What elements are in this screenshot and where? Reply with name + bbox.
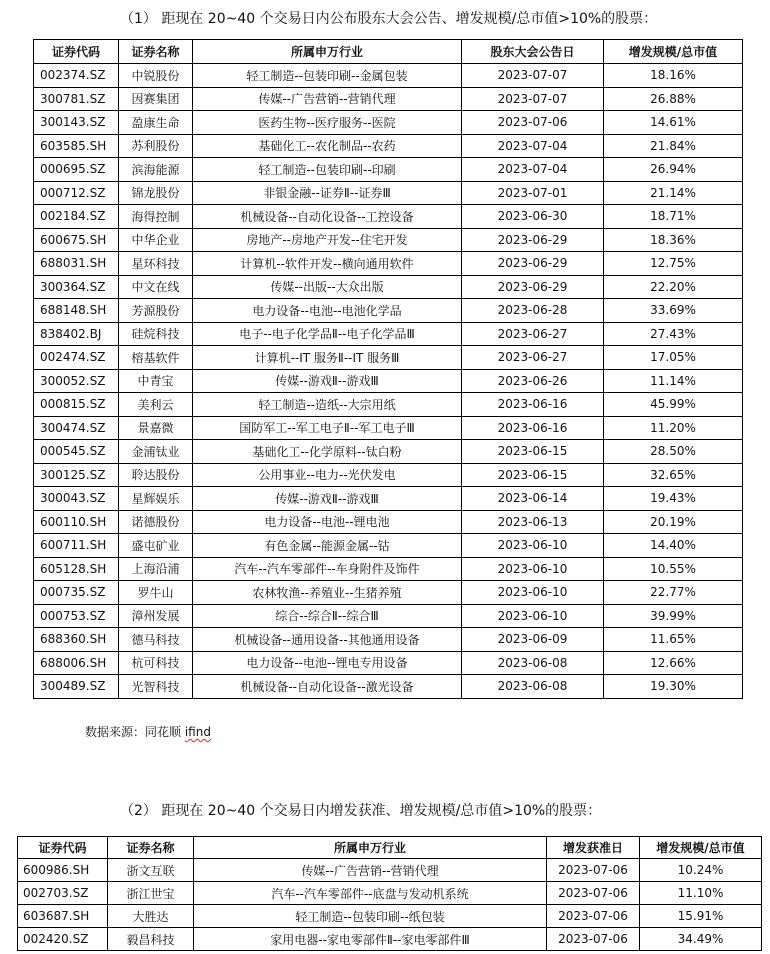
cell-industry: 有色金属--能源金属--钴 <box>193 534 462 558</box>
table-row <box>34 346 743 370</box>
source-label: 数据来源： <box>85 725 146 739</box>
cell-industry: 机械设备--通用设备--其他通用设备 <box>193 628 462 652</box>
cell-ratio: 18.36% <box>604 228 743 252</box>
table-header-row <box>34 40 743 64</box>
cell-code: 300043.SZ <box>34 487 119 511</box>
cell-industry: 医药生物--医疗服务--医院 <box>193 111 462 135</box>
cell-industry: 传媒--广告营销--营销代理 <box>194 859 547 882</box>
cell-name: 中青宝 <box>119 369 193 393</box>
cell-ratio: 26.94% <box>604 158 743 182</box>
table-row <box>18 905 762 928</box>
cell-code: 603585.SH <box>34 134 119 158</box>
cell-code: 688360.SH <box>34 628 119 652</box>
table-row <box>34 299 743 323</box>
source-product: ifind <box>184 725 211 739</box>
cell-name: 浙文互联 <box>108 859 194 882</box>
table-row <box>34 557 743 581</box>
cell-industry: 房地产--房地产开发--住宅开发 <box>193 228 462 252</box>
cell-industry: 计算机--IT 服务Ⅱ--IT 服务Ⅲ <box>193 346 462 370</box>
cell-industry: 传媒--游戏Ⅱ--游戏Ⅲ <box>193 487 462 511</box>
cell-date: 2023-07-06 <box>547 928 640 951</box>
cell-date: 2023-06-10 <box>462 534 604 558</box>
cell-name: 芳源股份 <box>119 299 193 323</box>
cell-date: 2023-06-15 <box>462 463 604 487</box>
cell-code: 300489.SZ <box>34 675 119 699</box>
cell-industry: 轻工制造--包装印刷--纸包装 <box>194 905 547 928</box>
cell-date: 2023-06-16 <box>462 393 604 417</box>
cell-name: 上海沿浦 <box>119 557 193 581</box>
approval-table-body <box>18 859 762 951</box>
cell-industry: 电子--电子化学品Ⅱ--电子化学品Ⅲ <box>193 322 462 346</box>
cell-date: 2023-07-01 <box>462 181 604 205</box>
cell-name: 星辉娱乐 <box>119 487 193 511</box>
cell-industry: 计算机--软件开发--横向通用软件 <box>193 252 462 276</box>
cell-name: 大胜达 <box>108 905 194 928</box>
cell-code: 688031.SH <box>34 252 119 276</box>
cell-ratio: 11.65% <box>604 628 743 652</box>
table-row <box>18 859 762 882</box>
header-code: 证券代码 <box>18 837 108 859</box>
cell-ratio: 22.77% <box>604 581 743 605</box>
cell-industry: 传媒--游戏Ⅱ--游戏Ⅲ <box>193 369 462 393</box>
header-ratio: 增发规模/总市值 <box>640 837 762 859</box>
cell-ratio: 18.71% <box>604 205 743 229</box>
cell-ratio: 18.16% <box>604 64 743 88</box>
table-row <box>34 134 743 158</box>
table-row <box>34 87 743 111</box>
cell-date: 2023-07-07 <box>462 87 604 111</box>
cell-name: 海得控制 <box>119 205 193 229</box>
cell-date: 2023-06-29 <box>462 252 604 276</box>
cell-name: 榕基软件 <box>119 346 193 370</box>
cell-date: 2023-06-29 <box>462 275 604 299</box>
cell-ratio: 27.43% <box>604 322 743 346</box>
table-row <box>34 228 743 252</box>
cell-date: 2023-06-27 <box>462 346 604 370</box>
cell-industry: 汽车--汽车零部件--车身附件及饰件 <box>193 557 462 581</box>
header-industry: 所属申万行业 <box>193 40 462 64</box>
table-row <box>34 111 743 135</box>
cell-name: 星环科技 <box>119 252 193 276</box>
cell-date: 2023-06-15 <box>462 440 604 464</box>
cell-ratio: 11.20% <box>604 416 743 440</box>
cell-code: 688148.SH <box>34 299 119 323</box>
cell-ratio: 28.50% <box>604 440 743 464</box>
cell-ratio: 10.24% <box>640 859 762 882</box>
cell-ratio: 14.61% <box>604 111 743 135</box>
table-row <box>34 393 743 417</box>
table-row <box>34 181 743 205</box>
cell-code: 300781.SZ <box>34 87 119 111</box>
cell-date: 2023-07-07 <box>462 64 604 88</box>
cell-code: 300364.SZ <box>34 275 119 299</box>
section2-heading: （2） 距现在 20~40 个交易日内增发获准、增发规模/总市值>10%的股票： <box>120 803 602 819</box>
cell-industry: 综合--综合Ⅱ--综合Ⅲ <box>193 604 462 628</box>
cell-name: 因赛集团 <box>119 87 193 111</box>
cell-date: 2023-06-10 <box>462 604 604 628</box>
cell-industry: 非银金融--证券Ⅱ--证券Ⅲ <box>193 181 462 205</box>
cell-name: 盈康生命 <box>119 111 193 135</box>
cell-date: 2023-06-14 <box>462 487 604 511</box>
cell-date: 2023-07-06 <box>547 859 640 882</box>
cell-industry: 机械设备--自动化设备--工控设备 <box>193 205 462 229</box>
cell-name: 漳州发展 <box>119 604 193 628</box>
cell-date: 2023-06-10 <box>462 581 604 605</box>
header-date: 增发获准日 <box>547 837 640 859</box>
table-row <box>34 64 743 88</box>
cell-industry: 电力设备--电池--锂电专用设备 <box>193 651 462 675</box>
cell-code: 000545.SZ <box>34 440 119 464</box>
cell-date: 2023-07-06 <box>462 111 604 135</box>
table-header-row <box>18 837 762 859</box>
cell-name: 浙江世宝 <box>108 882 194 905</box>
table-row <box>34 275 743 299</box>
cell-industry: 电力设备--电池--电池化学品 <box>193 299 462 323</box>
cell-date: 2023-06-09 <box>462 628 604 652</box>
cell-date: 2023-06-29 <box>462 228 604 252</box>
cell-date: 2023-06-16 <box>462 416 604 440</box>
table-row <box>34 205 743 229</box>
cell-ratio: 32.65% <box>604 463 743 487</box>
cell-ratio: 17.05% <box>604 346 743 370</box>
cell-code: 000815.SZ <box>34 393 119 417</box>
cell-name: 中文在线 <box>119 275 193 299</box>
cell-date: 2023-06-28 <box>462 299 604 323</box>
cell-ratio: 15.91% <box>640 905 762 928</box>
cell-code: 300474.SZ <box>34 416 119 440</box>
cell-ratio: 26.88% <box>604 87 743 111</box>
announcement-table <box>33 39 743 699</box>
cell-code: 688006.SH <box>34 651 119 675</box>
table-row <box>34 534 743 558</box>
header-name: 证券名称 <box>108 837 194 859</box>
cell-date: 2023-06-10 <box>462 557 604 581</box>
header-name: 证券名称 <box>119 40 193 64</box>
cell-name: 德马科技 <box>119 628 193 652</box>
cell-code: 000753.SZ <box>34 604 119 628</box>
cell-name: 中华企业 <box>119 228 193 252</box>
cell-ratio: 21.84% <box>604 134 743 158</box>
table-row <box>34 440 743 464</box>
cell-ratio: 39.99% <box>604 604 743 628</box>
cell-name: 滨海能源 <box>119 158 193 182</box>
cell-ratio: 19.30% <box>604 675 743 699</box>
announcement-table-body <box>34 64 743 699</box>
cell-code: 603687.SH <box>18 905 108 928</box>
cell-code: 000735.SZ <box>34 581 119 605</box>
cell-industry: 基础化工--化学原料--钛白粉 <box>193 440 462 464</box>
header-date: 股东大会公告日 <box>462 40 604 64</box>
cell-name: 硅烷科技 <box>119 322 193 346</box>
cell-name: 罗牛山 <box>119 581 193 605</box>
cell-name: 景嘉微 <box>119 416 193 440</box>
cell-code: 000695.SZ <box>34 158 119 182</box>
cell-name: 光智科技 <box>119 675 193 699</box>
cell-ratio: 11.10% <box>640 882 762 905</box>
cell-name: 苏利股份 <box>119 134 193 158</box>
cell-ratio: 22.20% <box>604 275 743 299</box>
cell-ratio: 12.66% <box>604 651 743 675</box>
table-row <box>34 487 743 511</box>
cell-date: 2023-07-04 <box>462 158 604 182</box>
cell-ratio: 33.69% <box>604 299 743 323</box>
table-row <box>34 369 743 393</box>
cell-date: 2023-06-08 <box>462 675 604 699</box>
cell-date: 2023-06-27 <box>462 322 604 346</box>
data-source-note <box>85 723 211 740</box>
cell-date: 2023-07-06 <box>547 882 640 905</box>
cell-code: 002420.SZ <box>18 928 108 951</box>
cell-industry: 农林牧渔--养殖业--生猪养殖 <box>193 581 462 605</box>
cell-code: 838402.BJ <box>34 322 119 346</box>
header-industry: 所属申万行业 <box>194 837 547 859</box>
cell-code: 605128.SH <box>34 557 119 581</box>
table-row <box>34 416 743 440</box>
cell-ratio: 14.40% <box>604 534 743 558</box>
cell-ratio: 21.14% <box>604 181 743 205</box>
table-row <box>34 604 743 628</box>
cell-industry: 基础化工--农化制品--农药 <box>193 134 462 158</box>
source-provider: 同花顺 <box>145 725 185 739</box>
header-ratio: 增发规模/总市值 <box>604 40 743 64</box>
cell-industry: 公用事业--电力--光伏发电 <box>193 463 462 487</box>
cell-industry: 电力设备--电池--锂电池 <box>193 510 462 534</box>
cell-industry: 家用电器--家电零部件Ⅱ--家电零部件Ⅲ <box>194 928 547 951</box>
cell-ratio: 34.49% <box>640 928 762 951</box>
cell-name: 锦龙股份 <box>119 181 193 205</box>
cell-ratio: 20.19% <box>604 510 743 534</box>
table-row <box>34 463 743 487</box>
table-row <box>18 928 762 951</box>
header-code: 证券代码 <box>34 40 119 64</box>
cell-ratio: 12.75% <box>604 252 743 276</box>
cell-name: 毅昌科技 <box>108 928 194 951</box>
cell-date: 2023-07-06 <box>547 905 640 928</box>
section1-heading: （1） 距现在 20~40 个交易日内公布股东大会公告、增发规模/总市值>10%的股票： <box>120 11 658 27</box>
cell-code: 300143.SZ <box>34 111 119 135</box>
cell-name: 金浦钛业 <box>119 440 193 464</box>
cell-ratio: 11.14% <box>604 369 743 393</box>
cell-code: 600675.SH <box>34 228 119 252</box>
table-row <box>34 675 743 699</box>
cell-industry: 轻工制造--包装印刷--金属包装 <box>193 64 462 88</box>
cell-code: 300125.SZ <box>34 463 119 487</box>
cell-code: 002184.SZ <box>34 205 119 229</box>
table-row <box>34 628 743 652</box>
cell-code: 002374.SZ <box>34 64 119 88</box>
cell-name: 中锐股份 <box>119 64 193 88</box>
cell-name: 盛屯矿业 <box>119 534 193 558</box>
cell-code: 600986.SH <box>18 859 108 882</box>
cell-date: 2023-06-30 <box>462 205 604 229</box>
cell-name: 诺德股份 <box>119 510 193 534</box>
cell-code: 002703.SZ <box>18 882 108 905</box>
cell-code: 300052.SZ <box>34 369 119 393</box>
cell-ratio: 10.55% <box>604 557 743 581</box>
cell-name: 聆达股份 <box>119 463 193 487</box>
cell-industry: 国防军工--军工电子Ⅱ--军工电子Ⅲ <box>193 416 462 440</box>
cell-name: 杭可科技 <box>119 651 193 675</box>
cell-industry: 轻工制造--造纸--大宗用纸 <box>193 393 462 417</box>
cell-code: 600711.SH <box>34 534 119 558</box>
cell-industry: 传媒--出版--大众出版 <box>193 275 462 299</box>
table-row <box>34 581 743 605</box>
table-row <box>34 510 743 534</box>
cell-date: 2023-06-13 <box>462 510 604 534</box>
table-row <box>34 651 743 675</box>
cell-ratio: 19.43% <box>604 487 743 511</box>
cell-code: 002474.SZ <box>34 346 119 370</box>
table-row <box>34 158 743 182</box>
approval-table <box>17 836 762 951</box>
cell-industry: 机械设备--自动化设备--激光设备 <box>193 675 462 699</box>
table-row <box>34 252 743 276</box>
cell-date: 2023-06-08 <box>462 651 604 675</box>
cell-industry: 传媒--广告营销--营销代理 <box>193 87 462 111</box>
cell-code: 600110.SH <box>34 510 119 534</box>
cell-industry: 汽车--汽车零部件--底盘与发动机系统 <box>194 882 547 905</box>
table-row <box>18 882 762 905</box>
table-row <box>34 322 743 346</box>
cell-ratio: 45.99% <box>604 393 743 417</box>
cell-industry: 轻工制造--包装印刷--印刷 <box>193 158 462 182</box>
cell-code: 000712.SZ <box>34 181 119 205</box>
cell-name: 美利云 <box>119 393 193 417</box>
cell-date: 2023-06-26 <box>462 369 604 393</box>
cell-date: 2023-07-04 <box>462 134 604 158</box>
